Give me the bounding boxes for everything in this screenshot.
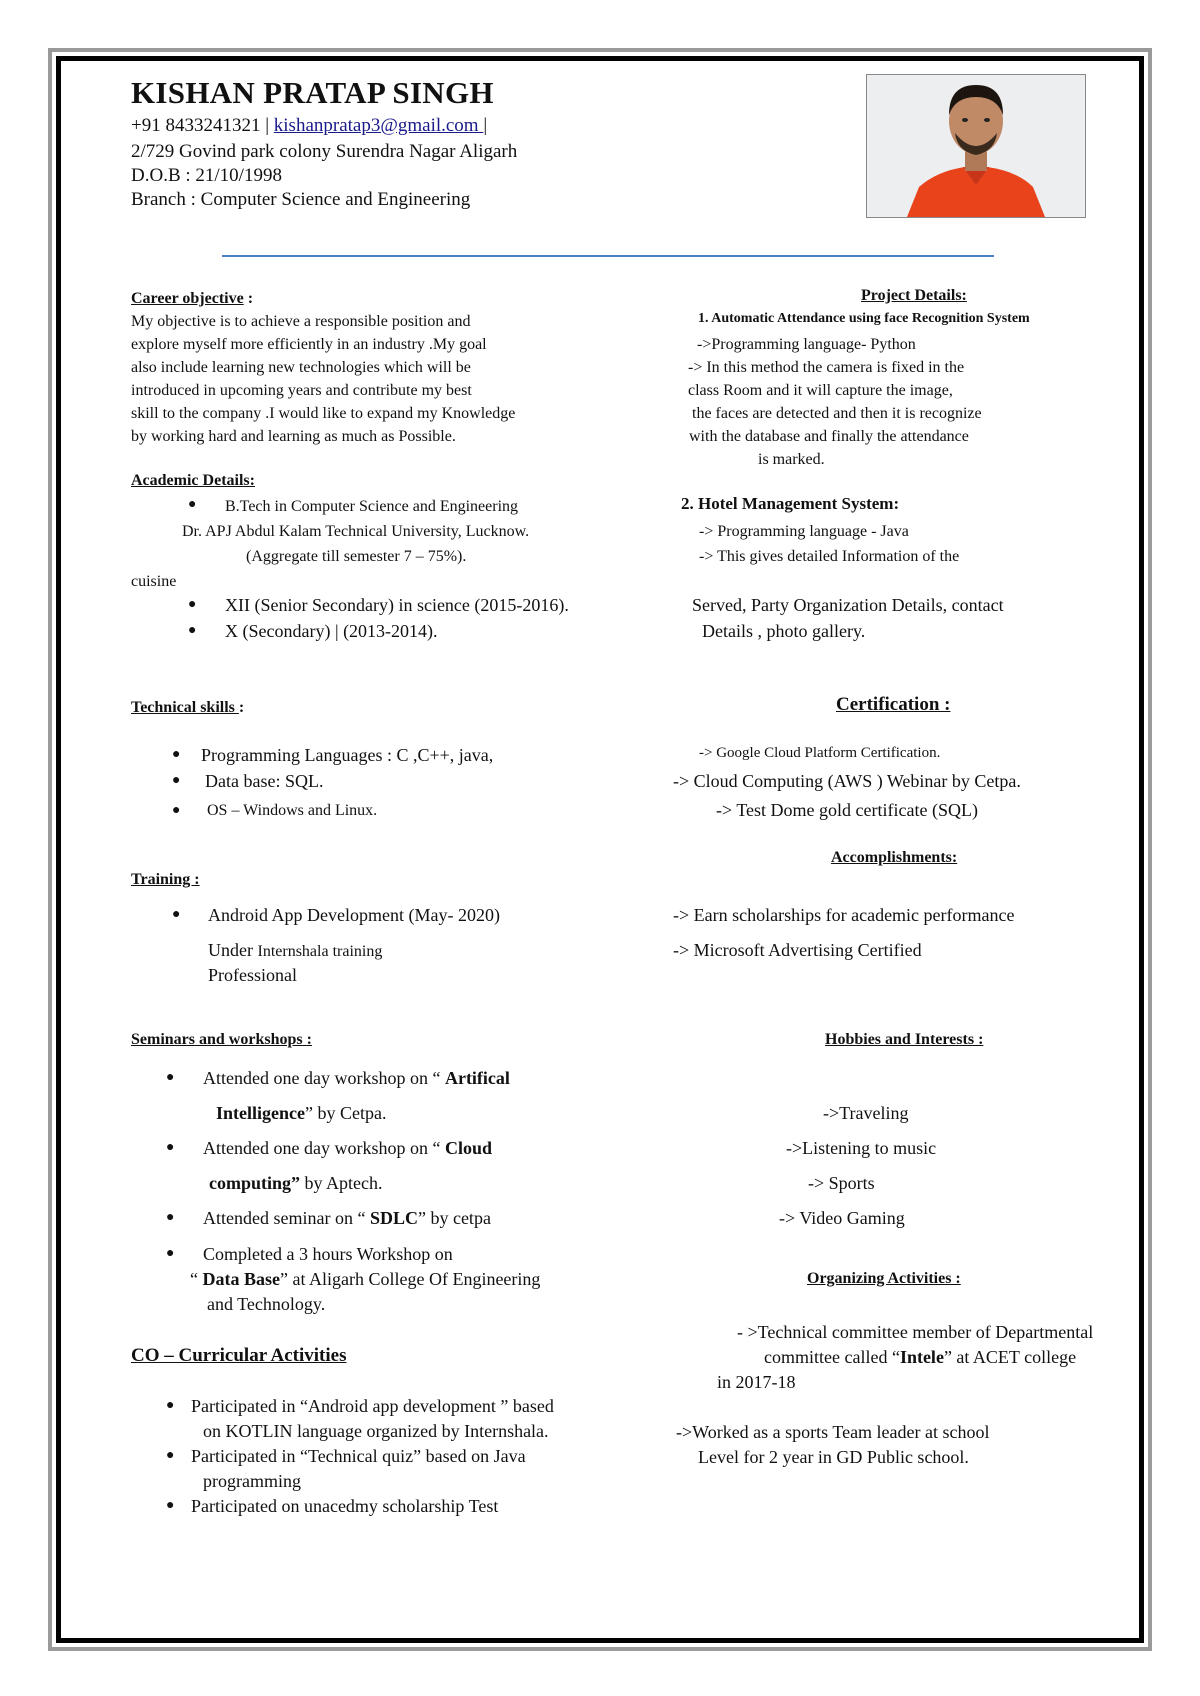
contact-line [131,114,487,137]
seminar-item: Attended one day workshop on “ Artifical [203,1068,510,1088]
email-link[interactable]: kishanpratap3@gmail.com [273,115,484,136]
hobbies-heading: Hobbies and Interests : [825,1031,984,1048]
career-line: explore myself more efficiently in an industry .My goal [131,336,487,353]
seminar-item-continued: Intelligence” by Cetpa. [216,1103,387,1123]
bullet-icon: ● [188,497,197,512]
project-details-heading: Project Details: [861,287,967,304]
project-2-line: Details , photo gallery. [702,621,866,641]
organizing-line: in 2017-18 [717,1372,796,1392]
certification-item: -> Test Dome gold certificate (SQL) [716,800,978,820]
hobby-item: -> Sports [808,1173,875,1193]
email-separator: | [483,115,488,136]
skill-item: Data base: SQL. [205,771,324,791]
accomplishments-heading: Accomplishments: [831,849,958,866]
skill-item: OS – Windows and Linux. [207,802,378,819]
branch: Branch : Computer Science and Engineering [131,189,471,210]
bullet-icon: ● [172,773,181,788]
cocurricular-heading: CO – Curricular Activities [131,1345,347,1366]
phone-number: +91 8433241321 | [131,115,274,136]
hobby-item: ->Listening to music [786,1138,937,1158]
career-line: skill to the company .I would like to expand my Knowledge [131,405,516,422]
seminar-item-continued: computing” by Aptech. [209,1173,383,1193]
skill-item: Programming Languages : C ,C++, java, [201,745,494,765]
bullet-icon: ● [166,1140,175,1155]
project-1-line: with the database and finally the attendance [689,428,969,445]
profile-photo [866,74,1086,218]
career-line: by working hard and learning as much as Possible. [131,428,456,445]
career-line: My objective is to achieve a responsible position and [131,313,471,330]
certification-heading: Certification : [836,694,951,715]
bullet-icon: ● [166,1210,175,1225]
profile-photo-illustration [867,75,1085,217]
bullet-icon: ● [172,747,181,762]
organizing-heading: Organizing Activities : [807,1270,961,1287]
date-of-birth: D.O.B : 21/10/1998 [131,165,282,186]
training-item: Android App Development (May- 2020) [208,905,500,925]
bullet-icon: ● [166,1398,175,1413]
bullet-icon: ● [188,597,197,612]
project-1-title: 1. Automatic Attendance using face Recognition System [698,311,1030,326]
academic-aggregate: (Aggregate till semester 7 – 75%). [246,548,467,565]
certification-item: -> Google Cloud Platform Certification. [699,745,941,761]
organizing-line: committee called “Intele” at ACET college [764,1347,1077,1367]
project-1-line: class Room and it will capture the image, [688,382,953,399]
bullet-icon: ● [188,623,197,638]
cocurricular-item: Participated in “Android app development ” based [191,1396,554,1416]
technical-skills-heading: Technical skills : [131,699,245,716]
cocurricular-item: Participated on unacedmy scholarship Test [191,1496,499,1516]
project-2-title: 2. Hotel Management System: [681,494,900,513]
seminar-item-continued: “ Data Base” at Aligarh College Of Engineering [190,1269,541,1289]
project-1-line: -> In this method the camera is fixed in the [688,359,965,376]
organizing-line: Level for 2 year in GD Public school. [698,1447,969,1467]
bullet-icon: ● [166,1448,175,1463]
bullet-icon: ● [172,907,181,922]
career-line: introduced in upcoming years and contribute my best [131,382,472,399]
career-objective-heading: Career objective : [131,290,254,307]
certification-item: -> Cloud Computing (AWS ) Webinar by Cetpa. [673,771,1021,791]
project-1-line: is marked. [758,451,825,468]
academic-x: X (Secondary) | (2013-2014). [225,621,438,641]
academic-xii: XII (Senior Secondary) in science (2015-2016). [225,595,569,615]
bullet-icon: ● [166,1498,175,1513]
bullet-icon: ● [172,803,181,818]
project-1-line: the faces are detected and then it is recognize [692,405,982,422]
training-professional: Professional [208,965,297,985]
career-line: also include learning new technologies which will be [131,359,471,376]
project-1-line: ->Programming language- Python [697,336,916,353]
seminar-item: Attended one day workshop on “ Cloud [203,1138,492,1158]
hobby-item: ->Traveling [823,1103,909,1123]
accomplishment-item: -> Earn scholarships for academic performance [673,905,1015,925]
header-divider [222,255,994,257]
seminar-item: Attended seminar on “ SDLC” by cetpa [203,1208,491,1228]
academic-university: Dr. APJ Abdul Kalam Technical University, Lucknow. [182,523,530,540]
seminar-item: Completed a 3 hours Workshop on [203,1244,453,1264]
organizing-line: ->Worked as a sports Team leader at school [676,1422,990,1442]
academic-stray-word: cuisine [131,573,177,590]
project-2-line: Served, Party Organization Details, contact [692,595,1004,615]
bullet-icon: ● [166,1246,175,1261]
seminar-item-continued: and Technology. [207,1294,326,1314]
hobby-item: -> Video Gaming [779,1208,905,1228]
cocurricular-item-continued: programming [203,1471,301,1491]
training-heading: Training : [131,871,200,888]
candidate-name: KISHAN PRATAP SINGH [131,75,494,110]
training-under: Under Internshala training [208,940,383,960]
project-2-line: -> Programming language - Java [699,523,909,540]
bullet-icon: ● [166,1070,175,1085]
cocurricular-item: Participated in “Technical quiz” based on Java [191,1446,526,1466]
academic-heading: Academic Details: [131,472,255,489]
organizing-line: - >Technical committee member of Departmental [737,1322,1094,1342]
project-2-line: -> This gives detailed Information of the [699,548,960,565]
cocurricular-item-continued: on KOTLIN language organized by Internshala. [203,1421,549,1441]
accomplishment-item: -> Microsoft Advertising Certified [673,940,922,960]
academic-btech: B.Tech in Computer Science and Engineering [225,498,519,515]
seminars-heading: Seminars and workshops : [131,1031,312,1048]
address: 2/729 Govind park colony Surendra Nagar Aligarh [131,141,518,162]
